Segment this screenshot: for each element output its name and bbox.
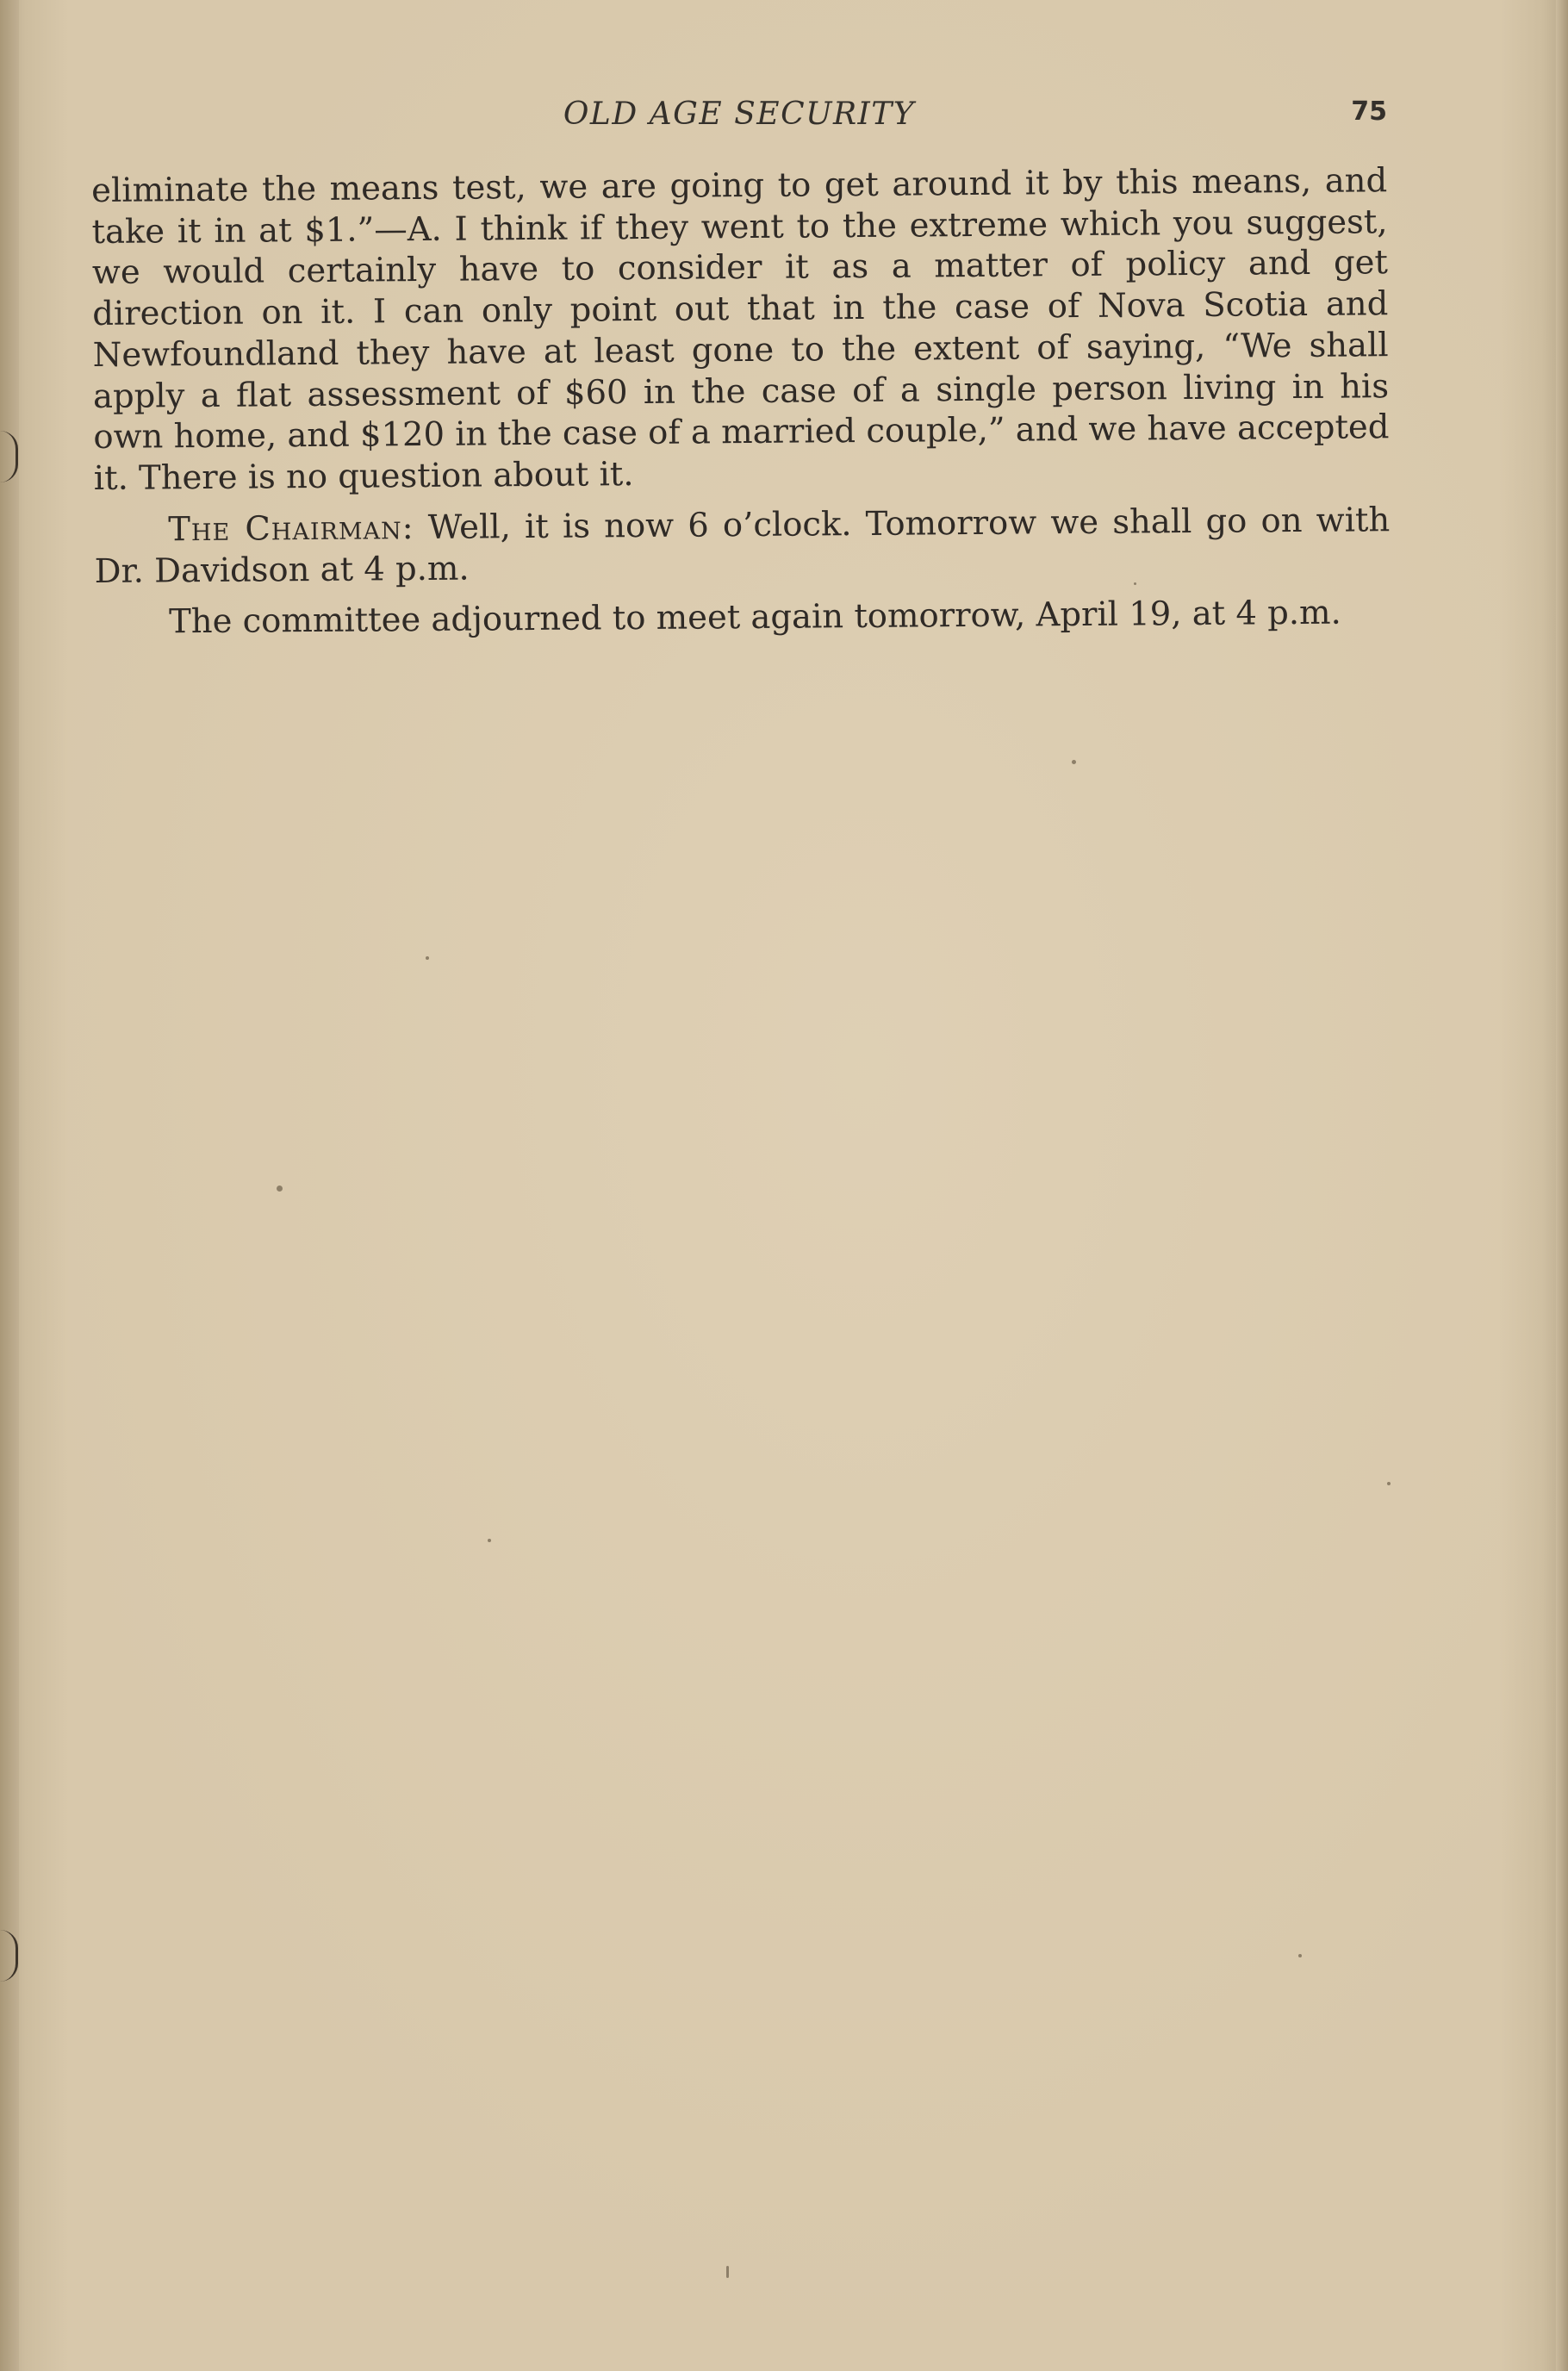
paper-speck [1072, 760, 1076, 764]
paper-speck [726, 2266, 729, 2278]
running-head: OLD AGE SECURITY [563, 96, 916, 132]
speaker-name: The Chairman: [168, 507, 414, 550]
page-right-edge [1556, 0, 1568, 2371]
body-text [91, 160, 1391, 654]
page-number: 75 [1351, 96, 1387, 127]
paper-speck [1134, 582, 1136, 585]
paragraph: The committee adjourned to meet again tomorrow, April 19, at 4 p.m. [168, 593, 1341, 642]
paragraph: eliminate the means test, we are going to get around it by this means, and take it in at $1.”—A. I think if they went to the extreme which you suggest, we would certainly have to consider it as a matter of policy and get direction on it. I can only point out that in the case of Nova Scotia and Newfoundland they have at least gone to the extent of saying, “We shall apply a flat assessment of $60 in the case of a single person living in his own home, and $120 in the case of a married couple,” and we have accepted it. There is no question about it. [91, 161, 1390, 499]
page-header [91, 96, 1387, 140]
paragraph [94, 500, 1391, 592]
speaker-text: Well, it is now 6 o’clock. Tomorrow we shall go on with Dr. Davidson at 4 p.m. [94, 501, 1391, 591]
page-binding-edge [0, 0, 19, 2371]
paper-speck [426, 956, 429, 960]
paper-speck [488, 1539, 491, 1542]
paper-speck [277, 1186, 283, 1192]
paper-speck [1298, 1954, 1302, 1957]
paper-speck [1387, 1482, 1391, 1485]
